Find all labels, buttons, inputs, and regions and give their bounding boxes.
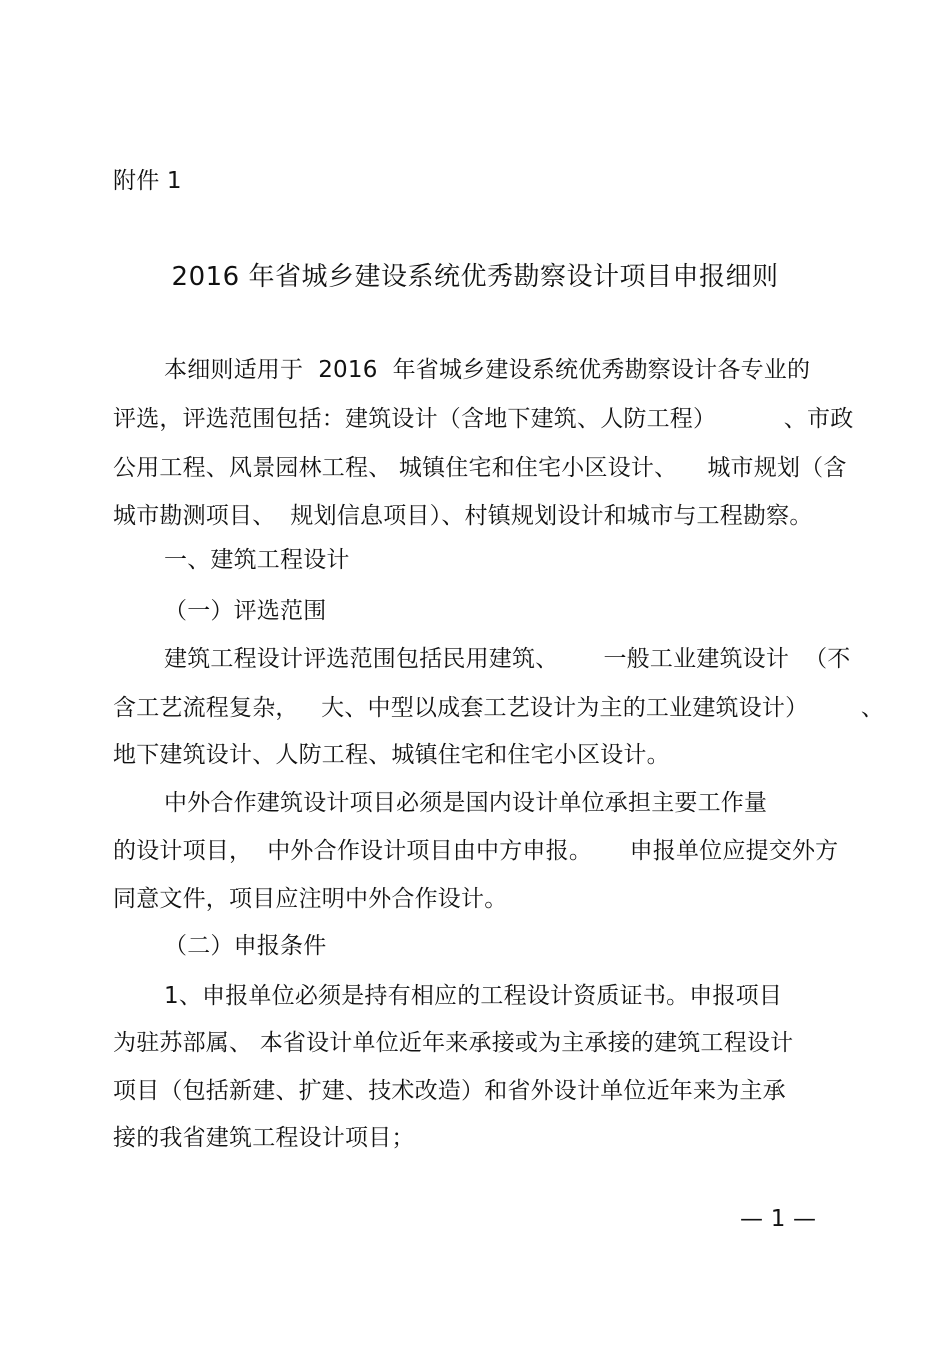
paragraph-line: 1、申报单位必须是持有相应的工程设计资质证书。申报项目 bbox=[164, 983, 783, 1009]
paragraph-line: 评选，评选范围包括：建筑设计（含地下建筑、人防工程） 、市政 bbox=[113, 406, 854, 432]
paragraph-line: 接的我省建筑工程设计项目； bbox=[113, 1125, 415, 1151]
subsection-heading: （一）评选范围 bbox=[164, 598, 327, 624]
paragraph-line: 同意文件，项目应注明中外合作设计。 bbox=[113, 886, 508, 912]
attachment-label: 附件 1 bbox=[113, 168, 182, 194]
document-title: 2016 年省城乡建设系统优秀勘察设计项目申报细则 bbox=[171, 262, 779, 292]
paragraph-line: 本细则适用于 2016 年省城乡建设系统优秀勘察设计各专业的 bbox=[164, 357, 811, 383]
paragraph-line: 中外合作建筑设计项目必须是国内设计单位承担主要工作量 bbox=[164, 790, 768, 816]
paragraph-line: 为驻苏部属、 本省设计单位近年来承接或为主承接的建筑工程设计 bbox=[113, 1030, 794, 1056]
paragraph-line: 建筑工程设计评选范围包括民用建筑、 一般工业建筑设计 （不 bbox=[164, 646, 851, 672]
section-heading: 一、建筑工程设计 bbox=[164, 547, 350, 573]
page-number: — 1 — bbox=[740, 1206, 817, 1232]
paragraph-line: 项目（包括新建、扩建、技术改造）和省外设计单位近年来为主承 bbox=[113, 1078, 786, 1104]
paragraph-line: 的设计项目， 中外合作设计项目由中方申报。 申报单位应提交外方 bbox=[113, 838, 839, 864]
subsection-heading: （二）申报条件 bbox=[164, 933, 327, 959]
paragraph-line: 公用工程、风景园林工程、 城镇住宅和住宅小区设计、 城市规划（含 bbox=[113, 455, 847, 481]
paragraph-line: 地下建筑设计、人防工程、城镇住宅和住宅小区设计。 bbox=[113, 742, 670, 768]
paragraph-line: 城市勘测项目、 规划信息项目）、村镇规划设计和城市与工程勘察。 bbox=[113, 503, 813, 529]
paragraph-line: 含工艺流程复杂， 大、中型以成套工艺设计为主的工业建筑设计） 、 bbox=[113, 695, 885, 721]
